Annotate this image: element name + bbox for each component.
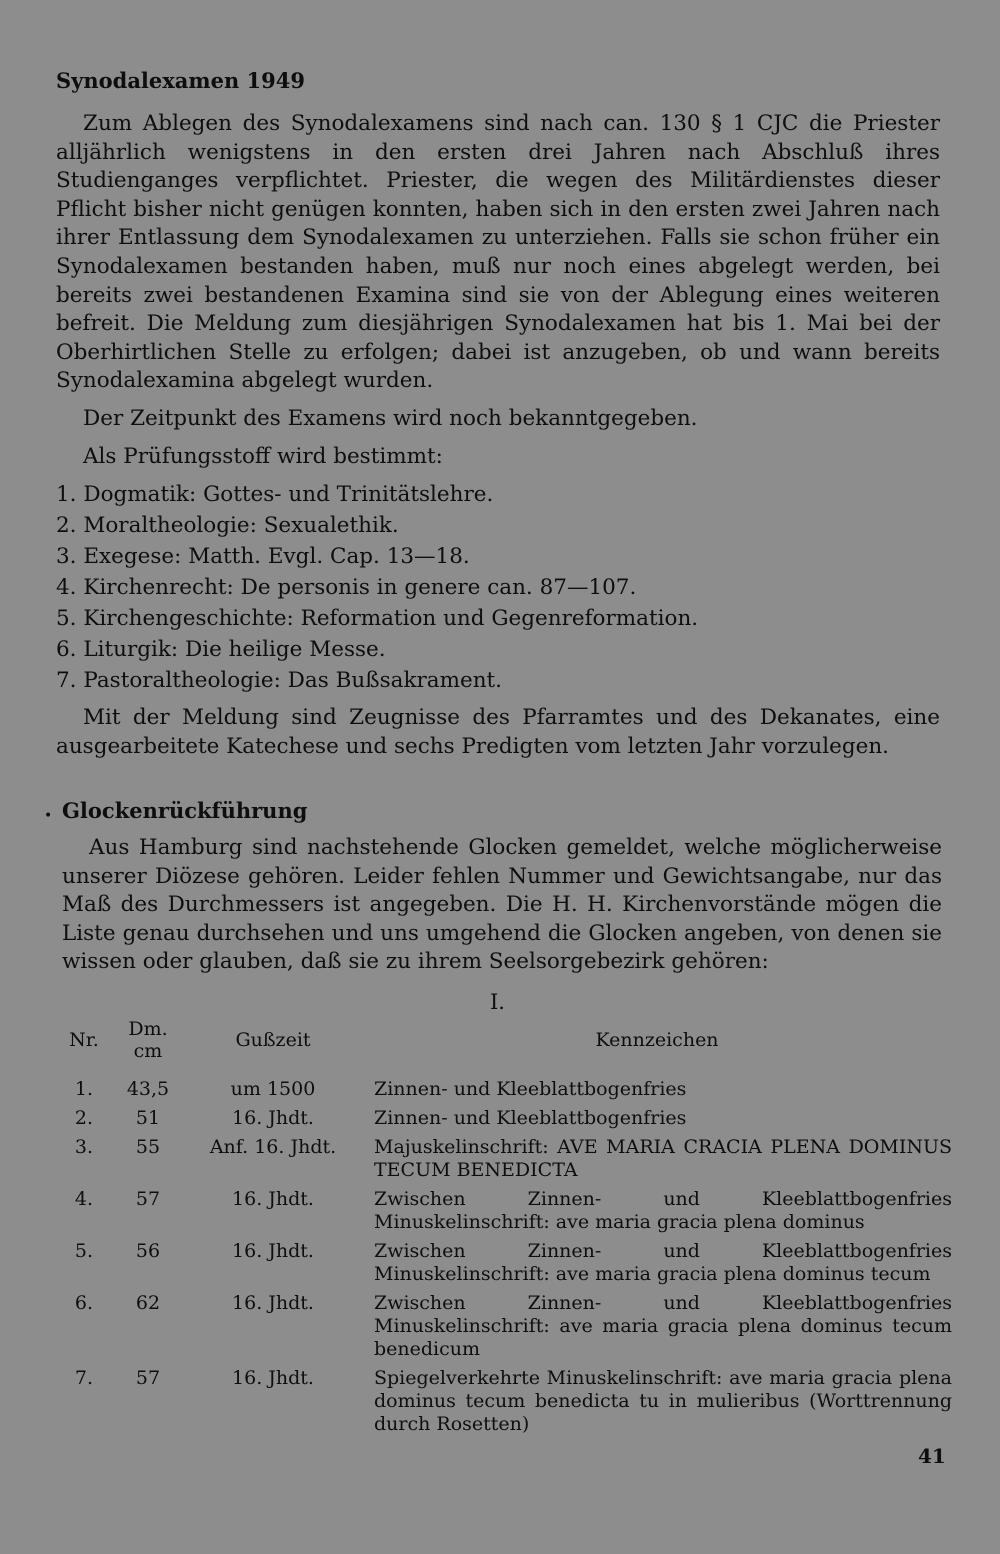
paragraph-synodalexamen-rules: Zum Ablegen des Synodalexamens sind nach can. 130 § 1 CJC die Priester alljährlich wenigstens in den ersten drei Jahren nach Abschluß ihres Studienganges verpflichtet. Priester, die wegen des Militärdienstes dieser Pflicht bisher nicht genügen konnten, haben sich in den ersten zwei Jahren nach ihrer Entlassung dem Synodalexamen zu unterziehen. Falls sie schon früher ein Synodalexamen bestanden haben, muß nur noch eines abgelegt werden, bei bereits zwei bestandenen Examina sind sie von der Ablegung eines weiteren befreit. Die Meldung zum diesjährigen Synodalexamen hat bis 1. Mai bei der Oberhirtlichen Stelle zu erfolgen; dabei ist anzugeben, ob und wann bereits Synodalexamina abgelegt wurden. [56, 111, 940, 394]
cell-diameter: 57 [135, 1367, 161, 1389]
glockenrueckfuehrung-section [62, 798, 942, 977]
paragraph-bells-intro: Aus Hamburg sind nachstehende Glocken gemeldet, welche möglicherweise unserer Diözese gehören. Leider fehlen Nummer und Gewichtsangabe, nur das Maß des Durchmessers ist angegeben. Die H. H. Kirchenvorstände mögen die Liste genau durchsehen und uns umgehend die Glocken angeben, von denen sie wissen oder glauben, daß sie zu ihrem Seelsorgebezirk gehören: [62, 835, 942, 975]
table-row [56, 1292, 952, 1367]
column-header-nr: Nr. [69, 1029, 99, 1051]
cell-features: Zinnen- und Kleeblattbogenfries [374, 1107, 687, 1129]
cell-diameter: 56 [135, 1240, 161, 1262]
paragraph-exam-date: Der Zeitpunkt des Examens wird noch bekanntgegeben. [83, 405, 698, 431]
cell-features: Majuskelinschrift: AVE MARIA CRACIA PLENA DOMINUS TECUM BENEDICTA [374, 1136, 952, 1181]
table-header-row [56, 1018, 952, 1078]
cell-casting-time: 16. Jhdt. [232, 1367, 314, 1389]
list-item: 1. Dogmatik: Gottes- und Trinitätslehre. [56, 482, 494, 508]
list-item: 6. Liturgik: Die heilige Messe. [56, 637, 386, 663]
cell-features: Zwischen Zinnen- und Kleeblattbogenfries Minuskelinschrift: ave maria gracia plena dominus [374, 1188, 952, 1233]
cell-diameter: 55 [135, 1136, 161, 1158]
page-number: 41 [918, 1444, 946, 1468]
section-heading-glockenrueckfuehrung: Glockenrückführung [62, 798, 308, 823]
column-header-diameter: Dm. cm [128, 1018, 168, 1062]
paragraph-registration-documents: Mit der Meldung sind Zeugnisse des Pfarramtes und des Dekanates, eine ausgearbeitete Katechese und sechs Predigten vom letzten Jahr vorzulegen. [56, 705, 940, 759]
column-header-features: Kennzeichen [595, 1029, 719, 1051]
table-row [56, 1136, 952, 1188]
cell-nr: 4. [74, 1188, 94, 1210]
cell-casting-time: 16. Jhdt. [232, 1188, 314, 1210]
cell-features: Zwischen Zinnen- und Kleeblattbogenfries Minuskelinschrift: ave maria gracia plena dominus tecum [374, 1240, 952, 1285]
table-row [56, 1367, 952, 1442]
table-row [56, 1078, 952, 1107]
cell-features: Zwischen Zinnen- und Kleeblattbogenfries Minuskelinschrift: ave maria gracia plena dominus tecum benedicum [374, 1292, 952, 1360]
cell-casting-time: Anf. 16. Jhdt. [209, 1136, 337, 1158]
cell-features: Zinnen- und Kleeblattbogenfries [374, 1078, 687, 1100]
list-item: 4. Kirchenrecht: De personis in genere can. 87—107. [56, 575, 637, 601]
margin-mark: • [44, 808, 53, 824]
table-row [56, 1188, 952, 1240]
cell-nr: 5. [74, 1240, 94, 1262]
section-heading-synodalexamen: Synodalexamen 1949 [56, 68, 306, 93]
cell-diameter: 57 [135, 1188, 161, 1210]
cell-diameter: 43,5 [126, 1078, 170, 1100]
exam-subjects-list [56, 479, 940, 696]
list-item: 5. Kirchengeschichte: Reformation und Gegenreformation. [56, 606, 699, 632]
cell-nr: 3. [74, 1136, 94, 1158]
synodalexamen-section [56, 68, 940, 761]
bells-table [56, 1018, 952, 1442]
cell-nr: 1. [74, 1078, 94, 1100]
cell-nr: 7. [74, 1367, 94, 1389]
cell-features: Spiegelverkehrte Minuskelinschrift: ave maria gracia plena dominus tecum benedicta tu in mulieribus (Worttrennung durch Rosetten) [374, 1367, 952, 1435]
cell-diameter: 51 [135, 1107, 161, 1129]
cell-nr: 2. [74, 1107, 94, 1129]
cell-casting-time: um 1500 [230, 1078, 316, 1100]
table-row [56, 1107, 952, 1136]
list-item: 3. Exegese: Matth. Evgl. Cap. 13—18. [56, 544, 470, 570]
cell-casting-time: 16. Jhdt. [232, 1240, 314, 1262]
list-item: 2. Moraltheologie: Sexualethik. [56, 513, 399, 539]
paragraph-exam-subjects-intro: Als Prüfungsstoff wird bestimmt: [83, 443, 443, 469]
group-label: I. [490, 990, 505, 1014]
cell-nr: 6. [74, 1292, 94, 1314]
cell-diameter: 62 [135, 1292, 161, 1314]
table-row [56, 1240, 952, 1292]
column-header-casting-time: Gußzeit [235, 1029, 311, 1051]
cell-casting-time: 16. Jhdt. [232, 1292, 314, 1314]
cell-casting-time: 16. Jhdt. [232, 1107, 314, 1129]
list-item: 7. Pastoraltheologie: Das Bußsakrament. [56, 668, 503, 694]
